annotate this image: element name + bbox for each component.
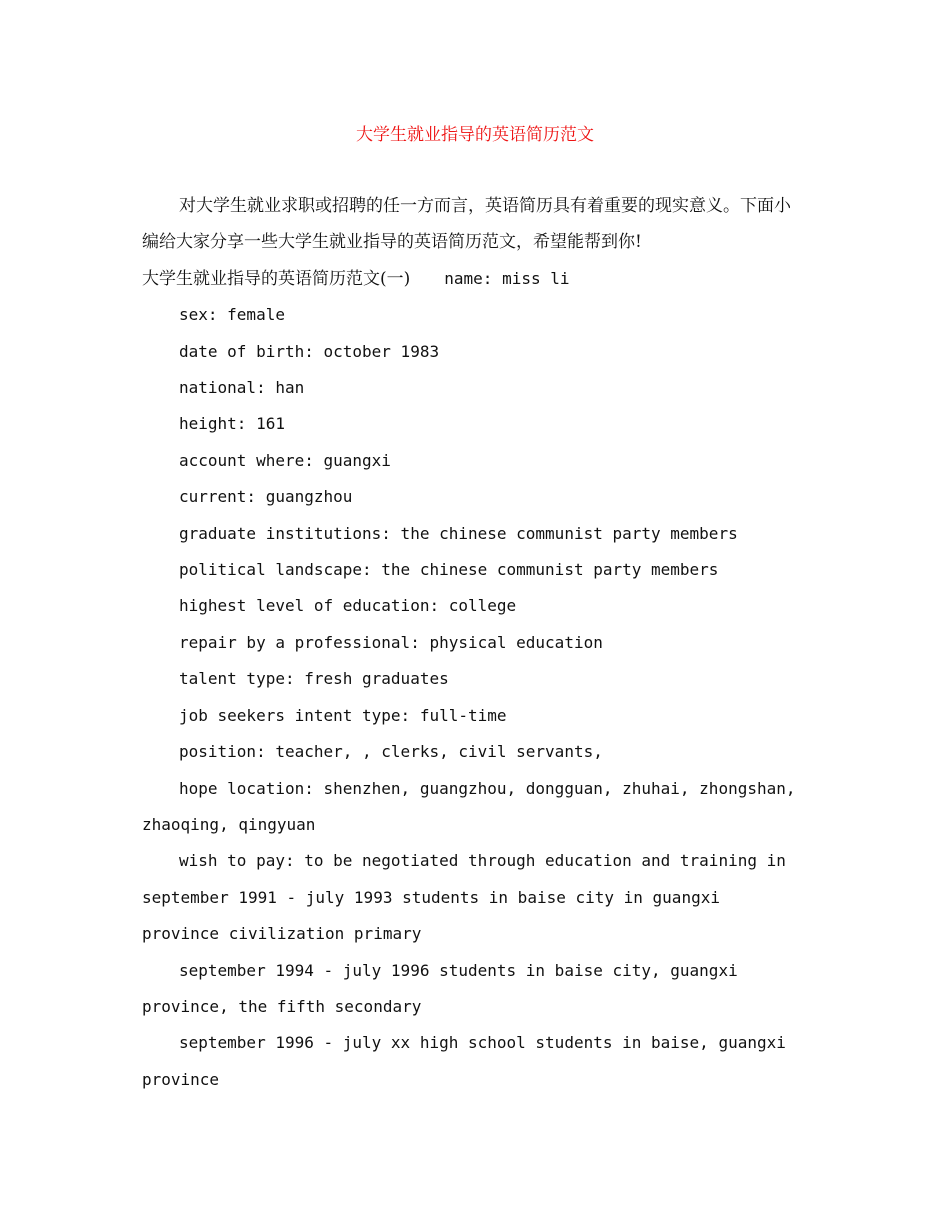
field-hope-location: hope location: shenzhen, guangzhou, dongguan, zhuhai, zhongshan, zhaoqing, qingyuan: [142, 778, 796, 834]
education-entry-1996: september 1996 - july xx high school students in baise, guangxi province: [142, 1033, 786, 1089]
section-heading-line: [142, 261, 802, 297]
field-talent-type: talent type: fresh graduates: [179, 669, 449, 689]
field-professional: repair by a professional: physical education: [179, 632, 603, 652]
field-account-where: account where: guangxi: [179, 450, 391, 470]
field-wish-to-pay: wish to pay: to be negotiated through education and training in september 1991 - july 1993 students in baise city in guangxi province civilization primary: [142, 851, 786, 944]
field-current: current: guangzhou: [179, 487, 353, 507]
document-title: 大学生就业指导的英语简历范文: [356, 125, 594, 145]
field-sex: sex: female: [179, 305, 285, 325]
field-position: position: teacher, , clerks, civil servants,: [179, 742, 603, 762]
field-name: name: miss li: [444, 268, 570, 288]
field-education-level: highest level of education: college: [179, 596, 517, 616]
field-national: national: han: [179, 378, 305, 398]
field-height: height: 161: [179, 414, 285, 434]
field-intent-type: job seekers intent type: full-time: [179, 705, 507, 725]
document-body: [142, 188, 802, 1098]
intro-paragraph: 对大学生就业求职或招聘的任一方而言，英语简历具有着重要的现实意义。下面小编给大家分享一些大学生就业指导的英语简历范文，希望能帮到你!: [142, 196, 791, 253]
field-political-landscape: political landscape: the chinese communist party members: [179, 560, 719, 580]
field-date-of-birth: date of birth: october 1983: [179, 341, 440, 361]
education-entry-1994: september 1994 - july 1996 students in baise city, guangxi province, the fifth secondary: [142, 960, 738, 1016]
section-heading: 大学生就业指导的英语简历范文(一): [142, 268, 411, 289]
field-graduate-institutions: graduate institutions: the chinese communist party members: [179, 523, 738, 543]
